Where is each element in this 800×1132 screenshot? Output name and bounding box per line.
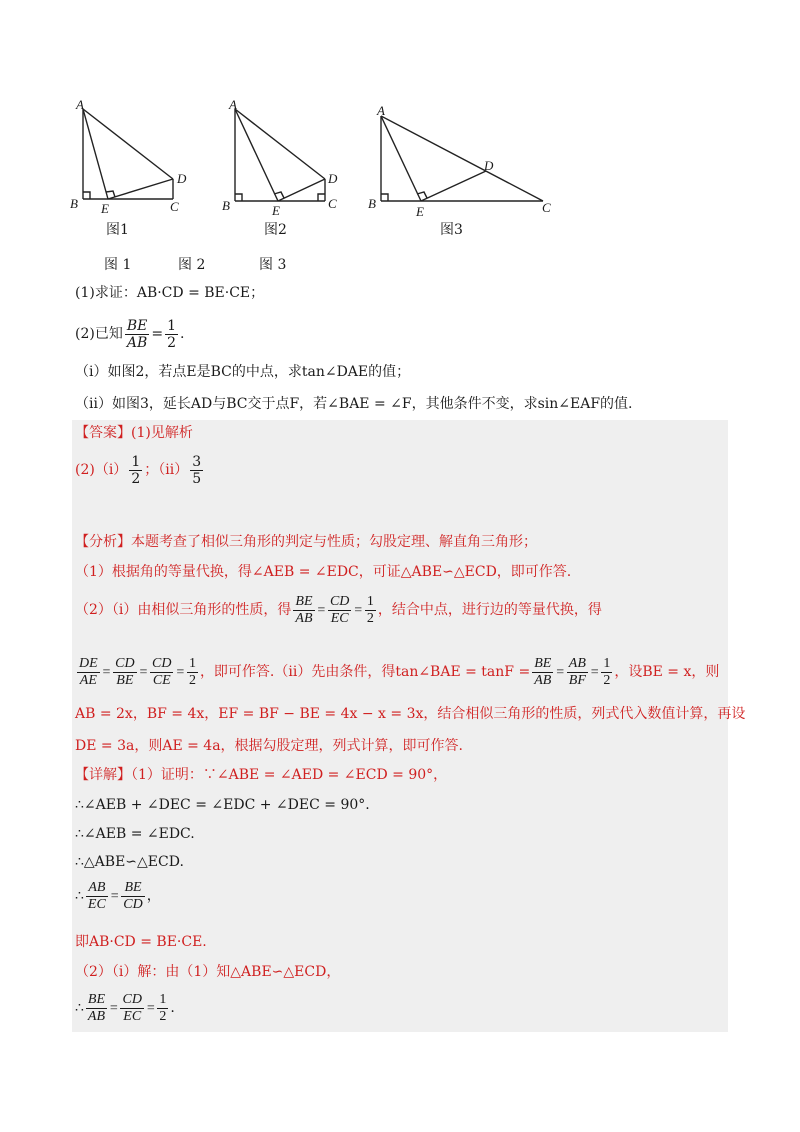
answer-label: 【答案】 [75, 425, 131, 441]
detail-l8-prefix: ∴ [75, 1000, 84, 1016]
q2-fraction-den: AB [126, 334, 148, 351]
fig3-label-b: B [368, 196, 376, 211]
fig1-label-b: B [70, 196, 78, 211]
fig3-label-c: C [542, 200, 551, 215]
analysis-p3: $\frac{DE}{AE}$ = $\frac{CD}{BE}$ = $\frac{CD}{CE}$ = $\frac{1}{2}$ ，即可作答.（ⅱ）先由条件，得tan∠BAE = tanF = $\frac{BE}{AB}$ = $\frac{AB}{BF}$ = $\frac{1}{2}$ ，设BE = x，则 [79, 656, 720, 689]
analysis-intro [75, 532, 537, 552]
detail-l2: ∴∠AEB + ∠DEC = ∠EDC + ∠DEC = 90°. [75, 797, 370, 813]
fig2-label-d: D [328, 171, 338, 186]
answer-line-1 [75, 423, 193, 443]
fig1-caption: 图1 [106, 222, 129, 238]
fig3-label-d: D [484, 158, 494, 173]
answer-value-2 [190, 454, 203, 487]
figure-3 [368, 100, 568, 240]
fig1-label-e: E [101, 201, 109, 216]
detail-l6: 即AB·CD = BE·CE. [75, 934, 207, 950]
figure-1 [70, 95, 195, 240]
fig1-label-d: D [177, 171, 187, 186]
detail-l8: ∴ $\frac{BE}{AB}$ = $\frac{CD}{EC}$ = $\frac{1}{2}$ . [75, 992, 175, 1025]
fig-row-label-3: 图 3 [259, 257, 287, 273]
detail-l3: ∴∠AEB = ∠EDC. [75, 826, 195, 842]
fig1-label-c: C [170, 199, 179, 214]
detail-l1: （1）证明：∵∠ABE = ∠AED = ∠ECD = 90°， [131, 767, 448, 783]
answer-value-2-den: 5 [192, 470, 202, 487]
fig3-caption: 图3 [440, 222, 463, 238]
detail-l5: ∴ $\frac{AB}{EC}$ = $\frac{BE}{CD}$ ， [75, 880, 161, 913]
detail-l5-prefix: ∴ [75, 888, 84, 904]
answer-value-2-num: 3 [192, 453, 202, 470]
analysis-p2-suffix: ，结合中点，进行边的等量代换，得 [377, 602, 602, 618]
fig2-caption: 图2 [264, 222, 287, 238]
question-part-1: (1)求证：AB·CD = BE·CE； [75, 285, 265, 301]
detail-l5-suffix: ， [146, 888, 161, 904]
question-part-2 [75, 314, 184, 354]
analysis-p2: （2）（ⅰ）由相似三角形的性质，得 $\frac{BE}{AB}$ = $\frac{CD}{EC}$ = $\frac{1}{2}$ ，结合中点，进行边的等量代换，得 [75, 594, 602, 627]
analysis-p1: （1）根据角的等量代换，得∠AEB = ∠EDC，可证△ABE∽△ECD，即可作答. [75, 564, 572, 580]
answer-line-2 [75, 450, 205, 490]
analysis-p3-mid: ，即可作答.（ⅱ）先由条件，得tan∠BAE = tanF = [199, 664, 531, 680]
figure-2 [222, 95, 352, 240]
q2-prefix: (2)已知 [75, 326, 123, 342]
fig2-label-a: A [229, 97, 237, 112]
fig2-label-c: C [328, 196, 337, 211]
detail-l8-suffix: . [170, 1000, 175, 1016]
analysis-p2-prefix: （2）（ⅰ）由相似三角形的性质，得 [75, 602, 292, 618]
analysis-label: 【分析】 [75, 534, 131, 550]
fig3-label-e: E [416, 204, 424, 219]
figure-1-drawing [70, 95, 195, 240]
fig2-label-b: B [222, 198, 230, 213]
q2-fraction-num: BE [126, 317, 148, 334]
analysis-p4: AB = 2x，BF = 4x，EF = BF − BE = 4x − x = 3x，结合相似三角形的性质，列式代入数值计算，再设 [75, 706, 746, 722]
answer-sep: ；（ⅱ） [144, 462, 189, 478]
q2-eq: = [151, 326, 164, 342]
fig3-label-a: A [377, 103, 385, 118]
detail-line-1 [75, 765, 447, 785]
detail-l7: （2）（ⅰ）解：由（1）知△ABE∽△ECD， [75, 964, 341, 980]
fig2-label-e: E [272, 203, 280, 218]
answer-part-2-prefix: (2)（ⅰ） [75, 462, 128, 478]
analysis-p3-end: ，设BE = x，则 [614, 664, 720, 680]
question-part-ii: （ⅱ）如图3，延长AD与BC交于点F，若∠BAE = ∠F，其他条件不变，求sin∠EAF的值. [75, 396, 633, 412]
answer-part-1: (1)见解析 [131, 425, 193, 441]
figure-2-drawing [222, 95, 352, 240]
fig-row-label-1: 图 1 [104, 257, 132, 273]
fig-row-label-2: 图 2 [178, 257, 206, 273]
analysis-intro-text: 本题考查了相似三角形的判定与性质；勾股定理、解直角三角形； [131, 534, 537, 550]
fig1-label-a: A [76, 97, 84, 112]
answer-value-1-num: 1 [131, 453, 141, 470]
question-part-i: （ⅰ）如图2，若点E是BC的中点，求tan∠DAE的值； [75, 364, 411, 380]
q2-suffix: . [180, 326, 185, 342]
answer-value-1 [129, 454, 142, 487]
q2-fraction [125, 318, 150, 351]
answer-value-1-den: 2 [131, 470, 141, 487]
detail-label: 【详解】 [75, 767, 131, 783]
analysis-p5: DE = 3a，则AE = 4a，根据勾股定理，列式计算，即可作答. [75, 738, 463, 754]
figure-3-drawing [368, 100, 568, 240]
detail-l4: ∴△ABE∽△ECD. [75, 854, 184, 870]
q2-value-den: 2 [167, 334, 177, 351]
q2-value-num: 1 [167, 317, 177, 334]
q2-value [165, 318, 178, 351]
